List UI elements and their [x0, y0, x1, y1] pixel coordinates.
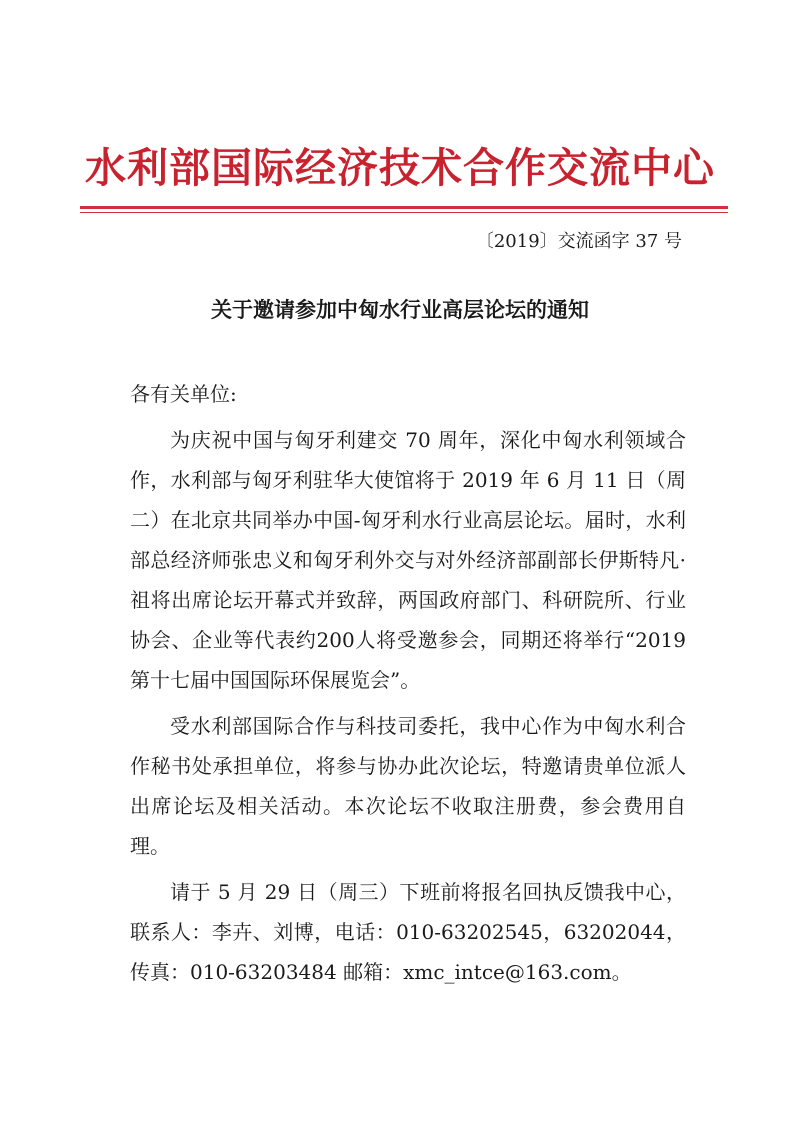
paragraph-3: 请于 5 月 29 日（周三）下班前将报名回执反馈我中心，联系人：李卉、刘博，电话：010-63202545，63202044，传真：010-63203484 邮箱：xmc_intce@163.com。: [130, 880, 686, 984]
letterhead-org-name: 水利部国际经济技术合作交流中心: [85, 144, 715, 192]
document-number: 〔2019〕交流函字 37 号: [475, 231, 682, 252]
notice-title: 关于邀请参加中匈水行业高层论坛的通知: [211, 297, 589, 322]
paragraph-1: 为庆祝中国与匈牙利建交 70 周年，深化中匈水利领域合作，水利部与匈牙利驻华大使馆将于 2019 年 6 月 11 日（周二）在北京共同举办中国-匈牙利水行业高层论坛。届时，水利部总经济师张忠义和匈牙利外交与对外经济部副部长伊斯特凡·祖将出席论坛开幕式并致辞，两国政府部门、科研院所、行业协会、企业等代表约200人将受邀参会，同期还将举行“2019 第十七届中国国际环保展览会”。: [130, 428, 686, 692]
salutation: 各有关单位:: [130, 382, 237, 406]
letterhead-rule-thick: [80, 206, 728, 209]
letterhead-rule-thin: [80, 212, 728, 213]
document-body: [130, 374, 686, 992]
paragraph-2: 受水利部国际合作与科技司委托，我中心作为中匈水利合作秘书处承担单位，将参与协办此次论坛，特邀请贵单位派人出席论坛及相关活动。本次论坛不收取注册费，参会费用自理。: [130, 714, 686, 858]
